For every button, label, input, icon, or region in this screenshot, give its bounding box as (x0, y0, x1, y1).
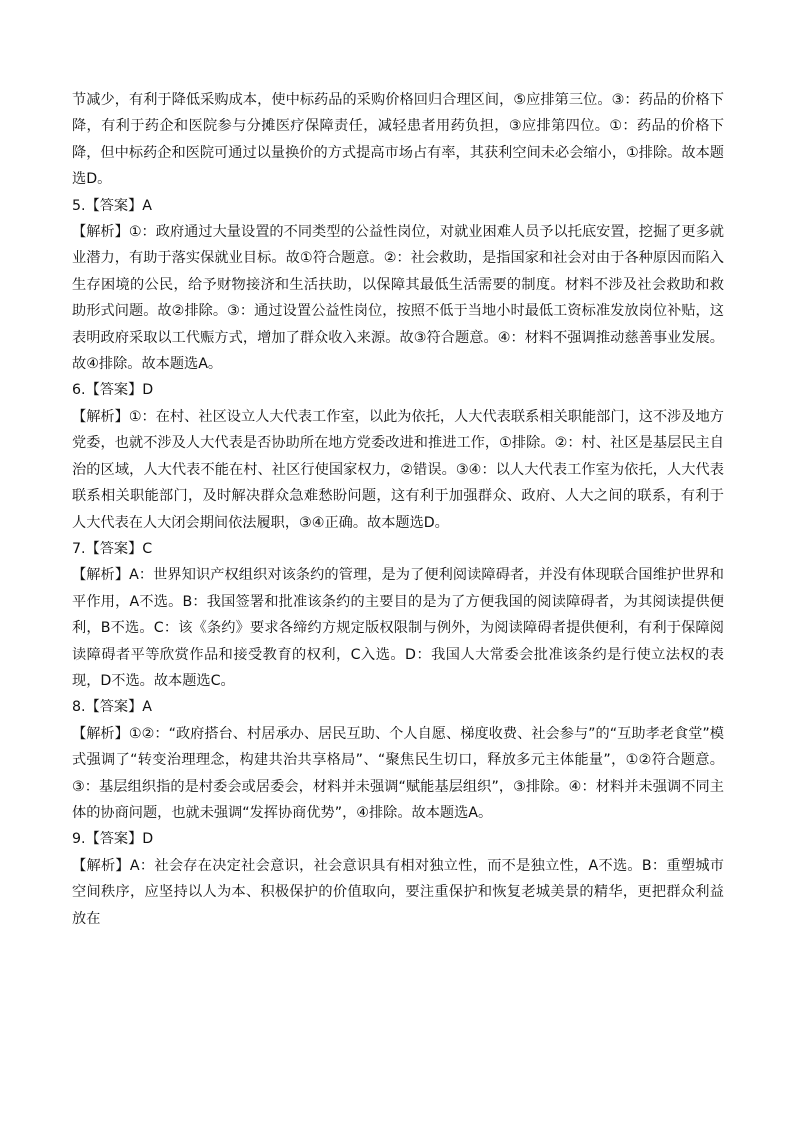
explanation-q7: 【解析】A：世界知识产权组织对该条约的管理，是为了便利阅读障碍者，并没有体现联合国维护世界和平作用，A不选。B：我国签署和批准该条约的主要目的是为了方便我国的阅读障碍者，为其阅读提供便利，B不选。C：该《条约》要求各缔约方规定版权限制与例外，为阅读障碍者提供便利，有利于保障阅读障碍者平等欣赏作品和接受教育的权利，C入选。D：我国人大常委会批准该条约是行使立法权的表现，D不选。故本题选C。 (72, 567, 724, 689)
explanation-q6: 【解析】①：在村、社区设立人大代表工作室，以此为依托，人大代表联系相关职能部门，这不涉及地方党委，也就不涉及人大代表是否协助所在地方党委改进和推进工作，①排除。②：村、社区是基层民主自治的区域，人大代表不能在村、社区行使国家权力，②错误。③④：以人大代表工作室为依托，人大代表联系相关职能部门，及时解决群众急难愁盼问题，这有利于加强群众、政府、人大之间的联系，有利于人大代表在人大闭会期间依法履职，③④正确。故本题选D。 (72, 408, 724, 531)
explanation-q5: 【解析】①：政府通过大量设置的不同类型的公益性岗位，对就业困难人员予以托底安置，挖掘了更多就业潜力，有助于落实保就业目标。故①符合题意。②：社会救助，是指国家和社会对由于各种原因而陷入生存困境的公民，给予财物接济和生活扶助，以保障其最低生活需要的制度。材料不涉及社会救助和救助形式问题。故②排除。③：通过设置公益性岗位，按照不低于当地小时最低工资标准发放岗位补贴，这表明政府采取以工代赈方式，增加了群众收入来源。故③符合题意。④：材料不强调推动慈善事业发展。故④排除。故本题选A。 (72, 224, 724, 373)
answer-explanations (72, 87, 724, 932)
answer-line-q7: 7.【答案】C (72, 540, 153, 557)
answer-line-q6: 6.【答案】D (72, 382, 154, 399)
explanation-q8: 【解析】①②：“政府搭台、村居承办、居民互助、个人自愿、梯度收费、社会参与”的“互助孝老食堂”模式强调了“转变治理理念，构建共治共享格局”、“聚焦民生切口，释放多元主体能量”，①②符合题意。③：基层组织指的是村委会或居委会，材料并未强调“赋能基层组织”，③排除。④：材料并未强调不同主体的协商问题，也就未强调“发挥协商优势”，④排除。故本题选A。 (72, 725, 724, 821)
answer-line-q9: 9.【答案】D (72, 831, 154, 848)
answer-line-q5: 5.【答案】A (72, 197, 152, 214)
paragraph-q4-continued: 节减少，有利于降低采购成本，使中标药品的采购价格回归合理区间，⑤应排第三位。③：药品的价格下降，有利于药企和医院参与分摊医疗保障责任，减轻患者用药负担，③应排第四位。①：药品的价格下降，但中标药企和医院可通过以量换价的方式提高市场占有率，其获利空间未必会缩小，①排除。故本题选D。 (72, 92, 724, 188)
answer-line-q8: 8.【答案】A (72, 699, 152, 716)
explanation-q9: 【解析】A：社会存在决定社会意识，社会意识具有相对独立性，而不是独立性，A不选。B：重塑城市空间秩序，应坚持以人为本、积极保护的价值取向，要注重保护和恢复老城美景的精华，更把群众利益放在 (72, 857, 724, 927)
